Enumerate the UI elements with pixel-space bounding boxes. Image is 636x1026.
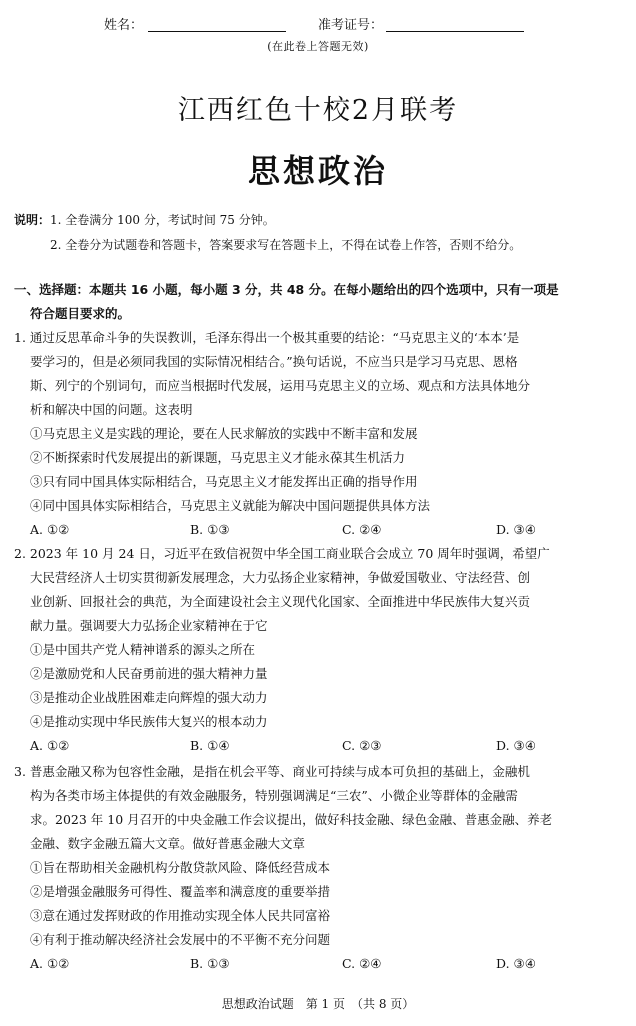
option-b: B. ①③ [190, 522, 230, 537]
question-text-line: 3. 普惠金融又称为包容性金融，是指在机会平等、商业可持续与成本可负担的基础上，金融机 [14, 764, 530, 779]
subject-title: 思想政治 [247, 152, 388, 190]
statement-2: ②是增强金融服务可得性、覆盖率和满意度的重要举措 [30, 884, 331, 899]
statement-3: ③只有同中国具体实际相结合，马克思主义才能发挥出正确的指导作用 [30, 474, 418, 489]
question-text-line: 业创新、回报社会的典范，为全面建设社会主义现代化国家、全面推进中华民族伟大复兴贡 [30, 594, 531, 609]
instruction-1: 说明：1. 全卷满分 100 分，考试时间 75 分钟。 [14, 213, 275, 227]
question-text-line: 2. 2023 年 10 月 24 日，习近平在致信祝贺中华全国工商业联合会成立 70 周年时强调，希望广 [14, 546, 550, 561]
statement-2: ②不断探索时代发展提出的新课题，马克思主义才能永葆其生机活力 [30, 450, 406, 465]
name-label: 姓名： [104, 18, 144, 33]
no-answer-note: (在此卷上答题无效) [267, 40, 369, 53]
statement-1: ①马克思主义是实践的理论，要在人民求解放的实践中不断丰富和发展 [30, 426, 418, 441]
statement-3: ③是推动企业战胜困难走向辉煌的强大动力 [30, 690, 268, 705]
statement-4: ④是推动实现中华民族伟大复兴的根本动力 [30, 714, 268, 729]
question-text-line: 献力量。强调要大力弘扬企业家精神在于它 [30, 618, 268, 633]
option-a: A. ①② [30, 738, 70, 753]
exam-number-label: 准考证号： [318, 18, 384, 33]
question-text-line: 金融、数字金融五篇大文章。做好普惠金融大文章 [30, 836, 306, 851]
option-d: D. ③④ [496, 738, 536, 753]
section-heading-line2: 符合题目要求的。 [30, 306, 131, 321]
option-a: A. ①② [30, 956, 70, 971]
instruction-2: 2. 全卷分为试题卷和答题卡，答案要求写在答题卡上，不得在试卷上作答，否则不给分。 [50, 238, 522, 252]
instruction-label: 说明： [14, 213, 51, 227]
question-text-line: 构为各类市场主体提供的有效金融服务，特别强调满足“三农”、小微企业等群体的金融需 [30, 788, 518, 803]
question-text-line: 求。2023 年 10 月召开的中央金融工作会议提出，做好科技金融、绿色金融、普惠金融、养老 [30, 812, 553, 827]
exam-title: 江西红色十校2月联考 [177, 95, 459, 126]
page-footer: 思想政治试题 第 1 页 （共 8 页） [221, 997, 415, 1011]
statement-1: ①是中国共产党人精神谱系的源头之所在 [30, 642, 256, 657]
option-d: D. ③④ [496, 956, 536, 971]
statement-3: ③意在通过发挥财政的作用推动实现全体人民共同富裕 [30, 908, 331, 923]
option-a: A. ①② [30, 522, 70, 537]
option-b: B. ①③ [190, 956, 230, 971]
question-text-line: 大民营经济人士切实贯彻新发展理念，大力弘扬企业家精神，争做爱国敬业、守法经营、创 [30, 570, 531, 585]
question-text-line: 1. 通过反思革命斗争的失误教训，毛泽东得出一个极其重要的结论：“马克思主义的‘本本’是 [14, 330, 520, 345]
statement-1: ①旨在帮助相关金融机构分散贷款风险、降低经营成本 [30, 860, 331, 875]
statement-4: ④有利于推动解决经济社会发展中的不平衡不充分问题 [30, 932, 331, 947]
section-heading-line1: 一、选择题：本题共 16 小题，每小题 3 分，共 48 分。在每小题给出的四个选项中，只有一项是 [14, 282, 559, 297]
name-blank [148, 31, 286, 32]
option-c: C. ②③ [342, 738, 382, 753]
question-text-line: 要学习的，但是必须同我国的实际情况相结合。”换句话说，不应当只是学习马克思、恩格 [30, 354, 518, 369]
option-c: C. ②④ [342, 956, 382, 971]
statement-4: ④同中国具体实际相结合，马克思主义就能为解决中国问题提供具体方法 [30, 498, 431, 513]
option-b: B. ①④ [190, 738, 230, 753]
option-c: C. ②④ [342, 522, 382, 537]
question-text-line: 斯、列宁的个别词句，而应当根据时代发展，运用马克思主义的立场、观点和方法具体地分 [30, 378, 531, 393]
option-d: D. ③④ [496, 522, 536, 537]
question-text-line: 析和解决中国的问题。这表明 [30, 402, 193, 417]
statement-2: ②是激励党和人民奋勇前进的强大精神力量 [30, 666, 268, 681]
exam-number-blank [386, 31, 524, 32]
candidate-info-row [0, 14, 636, 36]
